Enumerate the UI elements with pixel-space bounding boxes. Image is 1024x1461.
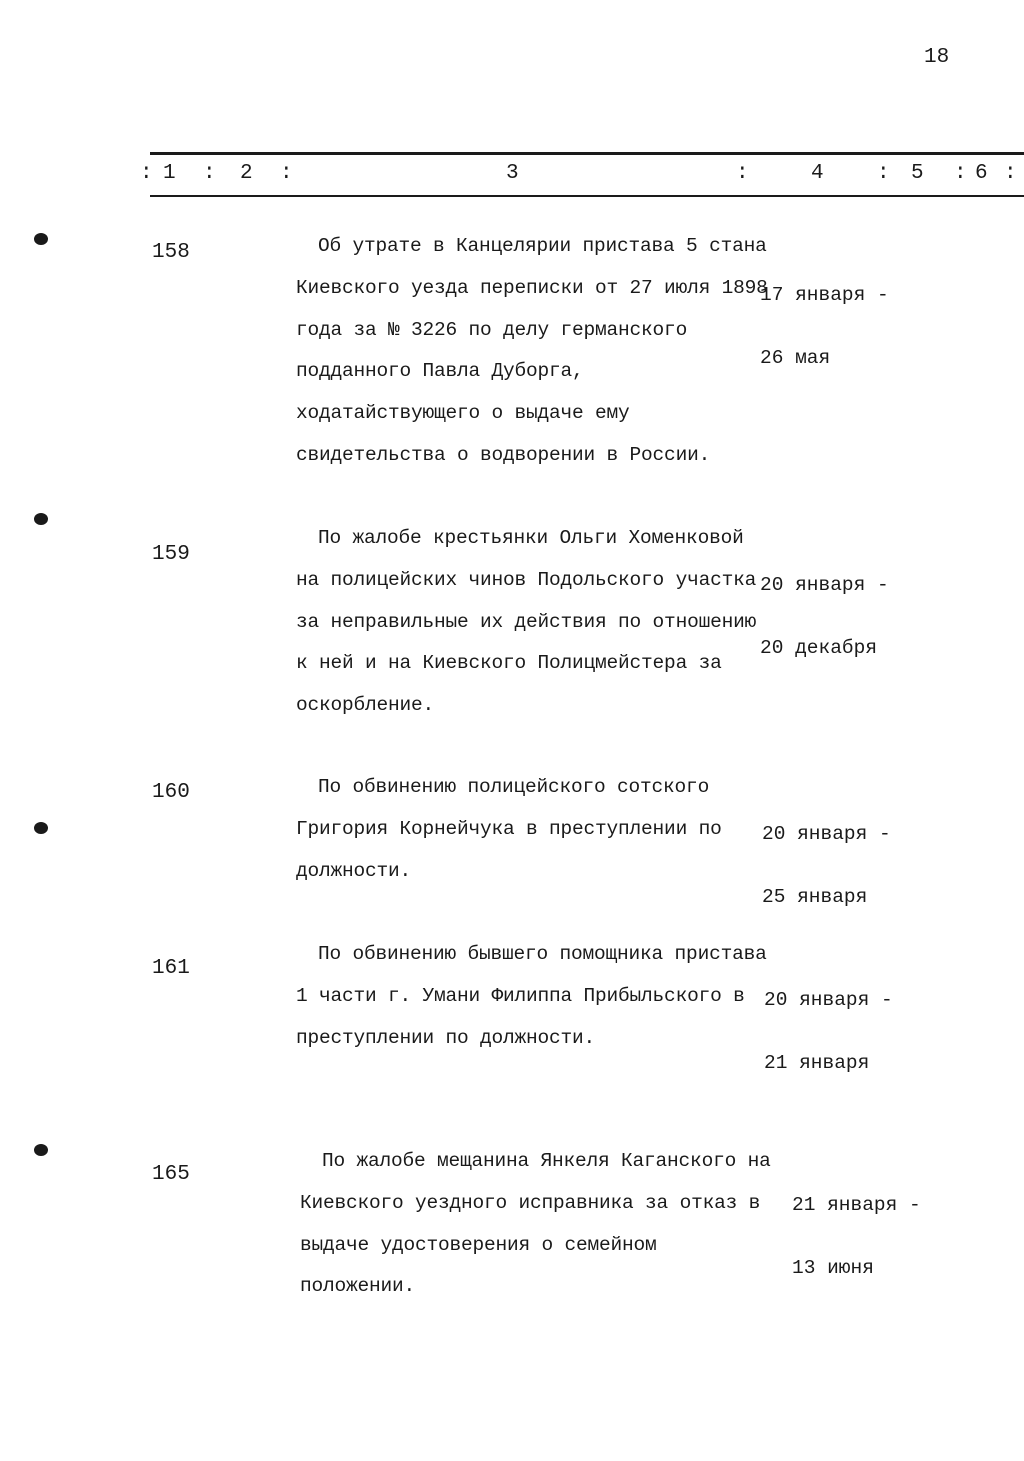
entry-dates — [760, 533, 889, 701]
column-header-1: 1 — [163, 162, 176, 185]
entry-number: 159 — [152, 543, 190, 566]
column-separator: : — [954, 162, 967, 185]
entry-date-start: 20 января - — [764, 989, 893, 1011]
entry-description: По жалобе мещанина Янкеля Каганского на Киевского уездного исправника за отказ в выдаче удостоверения о семейном положении. — [300, 1150, 771, 1298]
punch-hole-icon — [34, 1144, 48, 1156]
column-header-5: 5 — [911, 162, 924, 185]
entry-description: По жалобе крестьянки Ольги Хоменковой на полицейских чинов Подольского участка за неправильные их действия по отношению к ней и на Киевского Полицмейстера за оскорбление. — [296, 527, 757, 717]
entry-date-start: 21 января - — [792, 1194, 921, 1216]
entry-date-end: 26 мая — [760, 347, 831, 369]
entry-date-end: 21 января — [764, 1052, 870, 1074]
entry-date-start: 20 января - — [760, 574, 889, 596]
page-number: 18 — [924, 46, 950, 69]
entry-dates — [760, 243, 889, 411]
column-separator: : — [877, 162, 890, 185]
entry-number: 161 — [152, 957, 190, 980]
column-header-6: 6 — [975, 162, 988, 185]
table-header-top-rule — [150, 152, 1024, 155]
entry-dates — [792, 1153, 921, 1321]
entry-date-end: 13 июня — [792, 1257, 874, 1279]
column-separator: : — [280, 162, 293, 185]
entry-date-end: 20 декабря — [760, 637, 878, 659]
column-separator: : — [203, 162, 216, 185]
entry-description: По обвинению бывшего помощника пристава 1 части г. Умани Филиппа Прибыльского в преступлении по должности. — [296, 943, 767, 1049]
punch-hole-icon — [34, 822, 48, 834]
entry-date-start: 17 января - — [760, 284, 889, 306]
entry-description: По обвинению полицейского сотского Григория Корнейчука в преступлении по должности. — [296, 776, 722, 882]
punch-hole-icon — [34, 233, 48, 245]
column-header-3: 3 — [506, 162, 519, 185]
entry-date-start: 20 января - — [762, 823, 891, 845]
entry-date-end: 25 января — [762, 886, 868, 908]
punch-hole-icon — [34, 513, 48, 525]
entry-number: 158 — [152, 241, 190, 264]
column-header-2: 2 — [240, 162, 253, 185]
column-header-4: 4 — [811, 162, 824, 185]
table-header-bottom-rule — [150, 195, 1024, 197]
entry-dates — [762, 782, 891, 950]
entry-number: 160 — [152, 781, 190, 804]
entry-description: Об утрате в Канцелярии пристава 5 стана Киевского уезда переписки от 27 июля 1898 года за № 3226 по делу германского подданного Павла Дуборга, ходатайствующего о выдаче ему свидетельства о водворении в России. — [296, 235, 768, 466]
column-separator: : — [736, 162, 749, 185]
column-separator: : — [140, 162, 153, 185]
column-separator: : — [1004, 162, 1017, 185]
entry-dates — [764, 948, 893, 1116]
entry-number: 165 — [152, 1163, 190, 1186]
